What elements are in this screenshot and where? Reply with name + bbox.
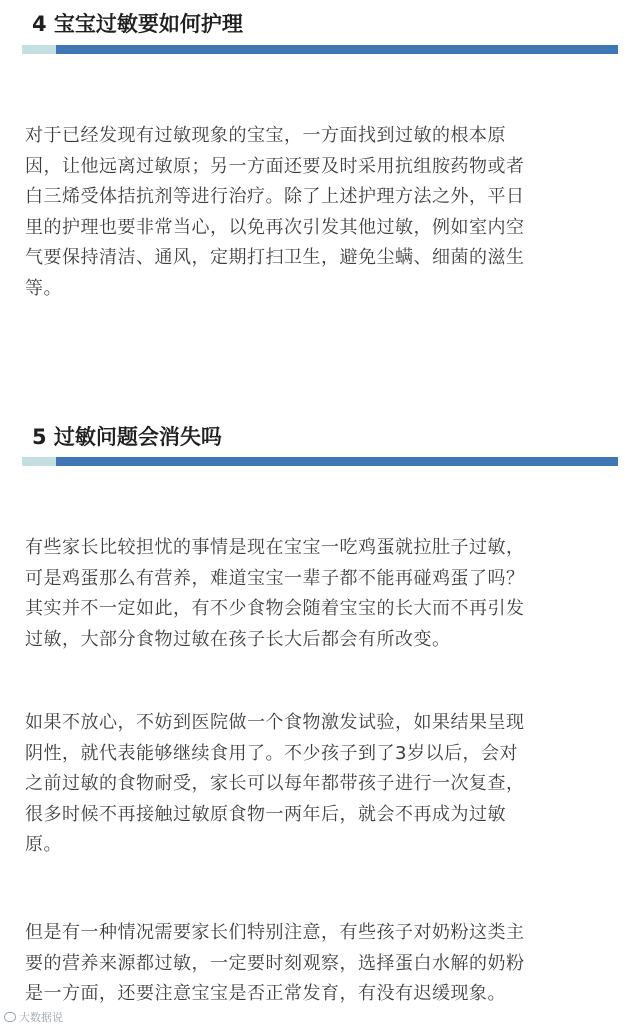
- paragraph-line: 是一方面，还要注意宝宝是否正常发育，有没有迟缓现象。: [25, 983, 506, 1004]
- divider-accent-light: [22, 457, 56, 466]
- paragraph-line: 阴性，就代表能够继续食用了。不少孩子到了3岁以后，会对: [25, 742, 518, 764]
- weibo-icon: [4, 1012, 16, 1022]
- paragraph-line: 有些家长比较担忧的事情是现在宝宝一吃鸡蛋就拉肚子过敏，: [25, 537, 525, 558]
- section-5-paragraph-1: [25, 533, 625, 655]
- paragraph-line: 很多时候不再接触过敏原食物一两年后，就会不再成为过敏: [25, 803, 506, 825]
- watermark-text: 大数据说: [19, 1011, 63, 1024]
- section-4-paragraph: [25, 121, 625, 304]
- section-5-heading: 5 过敏问题会消失吗: [32, 425, 222, 449]
- paragraph-line: 其实并不一定如此，有不少食物会随着宝宝的长大而不再引发: [25, 598, 525, 619]
- paragraph-line: 过敏，大部分食物过敏在孩子长大后都会有所改变。: [25, 628, 451, 650]
- paragraph-line: 要的营养来源都过敏，一定要时刻观察，选择蛋白水解的奶粉: [25, 952, 525, 974]
- paragraph-line: 里的护理也要非常当心，以免再次引发其他过敏，例如室内空: [25, 216, 525, 238]
- divider-accent-light: [22, 45, 56, 54]
- watermark: [4, 1009, 63, 1025]
- paragraph-line: 如果不放心，不妨到医院做一个食物激发试验，如果结果呈现: [25, 712, 525, 733]
- section-4-heading: 4 宝宝过敏要如何护理: [32, 12, 243, 36]
- section-5-paragraph-3: [25, 918, 625, 1010]
- paragraph-line: 但是有一种情况需要家长们特别注意，有些孩子对奶粉这类主: [25, 922, 525, 943]
- paragraph-line: 可是鸡蛋那么有营养，难道宝宝一辈子都不能再碰鸡蛋了吗？: [25, 567, 525, 589]
- section-5-paragraph-2: [25, 708, 625, 861]
- paragraph-line: 原。: [25, 834, 62, 855]
- paragraph-line: 等。: [25, 277, 62, 299]
- section-5-divider: [22, 457, 618, 466]
- divider-accent-dark: [56, 457, 618, 466]
- divider-accent-dark: [56, 45, 618, 54]
- paragraph-line: 白三烯受体拮抗剂等进行治疗。除了上述护理方法之外，平日: [25, 186, 525, 207]
- paragraph-line: 之前过敏的食物耐受，家长可以每年都带孩子进行一次复查，: [25, 773, 525, 794]
- paragraph-line: 因，让他远离过敏原；另一方面还要及时采用抗组胺药物或者: [25, 155, 525, 177]
- paragraph-line: 对于已经发现有过敏现象的宝宝，一方面找到过敏的根本原: [25, 125, 506, 146]
- section-4-divider: [22, 45, 618, 54]
- paragraph-line: 气要保持清洁、通风，定期打扫卫生，避免尘螨、细菌的滋生: [25, 247, 525, 268]
